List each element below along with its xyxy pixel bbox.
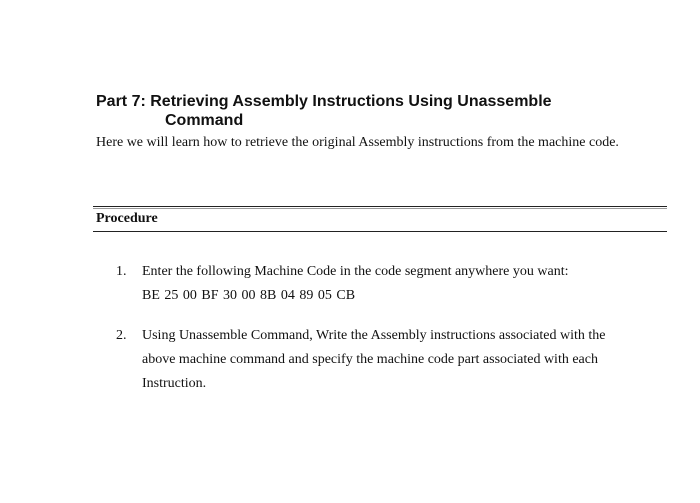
section-heading-line1: Part 7: Retrieving Assembly Instructions Using Unassemble [96, 93, 552, 110]
step-2 [116, 324, 616, 396]
step-text: Enter the following Machine Code in the code segment anywhere you want: [142, 264, 569, 279]
step-1 [116, 260, 616, 308]
step-text: Using Unassemble Command, Write the Assembly instructions associated with the above machine command and specify the machine code part associated with each Instruction. [142, 328, 606, 391]
procedure-steps [116, 260, 616, 396]
procedure-header [93, 206, 667, 232]
procedure-label: Procedure [96, 211, 158, 226]
intro-paragraph: Here we will learn how to retrieve the original Assembly instructions from the machine code. [96, 135, 619, 150]
step-number: 2. [116, 328, 127, 343]
section-heading-line2: Command [165, 112, 244, 129]
section-heading [96, 92, 656, 130]
machine-code: BE 25 00 BF 30 00 8B 04 89 05 CB [142, 288, 356, 303]
step-number: 1. [116, 264, 127, 279]
